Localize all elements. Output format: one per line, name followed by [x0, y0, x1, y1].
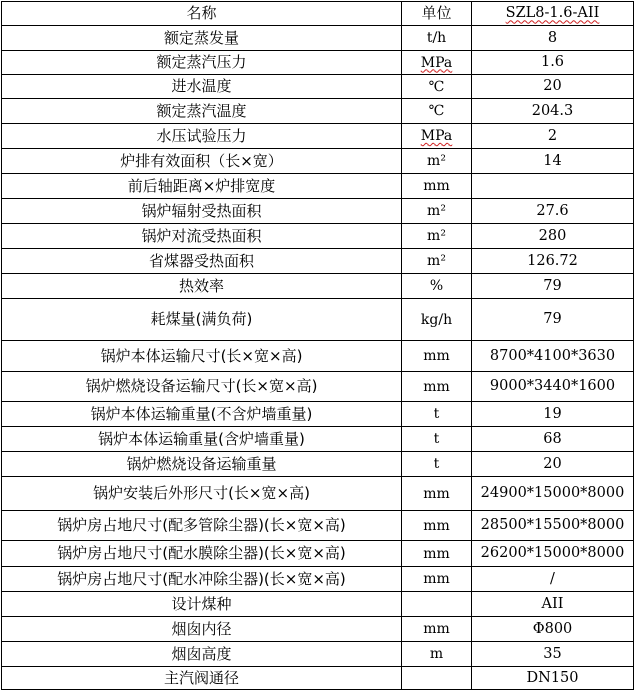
unit-text: MPa: [420, 128, 453, 144]
parameter-value: 204.3: [472, 99, 634, 124]
table-row: [2, 224, 634, 249]
parameter-unit: [402, 667, 472, 690]
parameter-value: 20: [472, 75, 634, 99]
parameter-value: 8: [472, 26, 634, 51]
table-row: [2, 124, 634, 149]
table-row: [2, 75, 634, 99]
parameter-unit: [402, 592, 472, 617]
parameter-unit: [402, 124, 472, 149]
parameter-value: 2: [472, 124, 634, 149]
parameter-value: 79: [472, 299, 634, 341]
table-row: [2, 274, 634, 299]
parameter-unit: m²: [402, 199, 472, 224]
table-row: [2, 174, 634, 199]
parameter-value: 20: [472, 452, 634, 477]
parameter-name: 锅炉燃烧设备运输尺寸(长×宽×高): [2, 372, 402, 402]
parameter-name: 锅炉房占地尺寸(配水膜除尘器)(长×宽×高): [2, 541, 402, 567]
parameter-value: 35: [472, 642, 634, 667]
table-row: [2, 592, 634, 617]
table-row: [2, 299, 634, 341]
parameter-value: 126.72: [472, 249, 634, 274]
table-row: [2, 149, 634, 174]
header-name: 名称: [2, 2, 402, 26]
parameter-unit: t/h: [402, 26, 472, 51]
parameter-unit: %: [402, 274, 472, 299]
parameter-value: 19: [472, 402, 634, 427]
parameter-unit: [402, 51, 472, 75]
parameter-value: Φ800: [472, 617, 634, 642]
table-row: [2, 477, 634, 511]
table-row: [2, 402, 634, 427]
parameter-unit: ℃: [402, 99, 472, 124]
parameter-name: 前后轴距离×炉排宽度: [2, 174, 402, 199]
parameter-name: 锅炉本体运输重量(不含炉墙重量): [2, 402, 402, 427]
table-row: [2, 667, 634, 690]
parameter-name: 耗煤量(满负荷): [2, 299, 402, 341]
header-model: SZL8-1.6-AII: [472, 2, 634, 26]
header-unit: 单位: [402, 2, 472, 26]
parameter-unit: m²: [402, 224, 472, 249]
parameter-unit: ℃: [402, 75, 472, 99]
parameter-unit: mm: [402, 174, 472, 199]
parameter-name: 锅炉安装后外形尺寸(长×宽×高): [2, 477, 402, 511]
parameter-name: 锅炉本体运输尺寸(长×宽×高): [2, 341, 402, 372]
parameter-unit: t: [402, 402, 472, 427]
parameter-unit: m²: [402, 149, 472, 174]
parameter-name: 热效率: [2, 274, 402, 299]
table-row: [2, 99, 634, 124]
unit-text: MPa: [420, 54, 453, 71]
table-row: [2, 642, 634, 667]
table-row: [2, 541, 634, 567]
parameter-name: 锅炉房占地尺寸(配多管除尘器)(长×宽×高): [2, 511, 402, 541]
table-row: [2, 199, 634, 224]
parameter-name: 烟囱内径: [2, 617, 402, 642]
table-row: [2, 249, 634, 274]
table-row: [2, 427, 634, 452]
parameter-name: 额定蒸汽压力: [2, 51, 402, 75]
parameter-unit: kg/h: [402, 299, 472, 341]
parameter-value: 68: [472, 427, 634, 452]
table-row: [2, 341, 634, 372]
boiler-spec-table: [1, 1, 634, 690]
parameter-name: 主汽阀通径: [2, 667, 402, 690]
table-row: [2, 372, 634, 402]
parameter-value: /: [472, 567, 634, 592]
parameter-unit: mm: [402, 477, 472, 511]
parameter-name: 省煤器受热面积: [2, 249, 402, 274]
table-row: [2, 51, 634, 75]
parameter-unit: m: [402, 642, 472, 667]
table-row: [2, 511, 634, 541]
table-row: [2, 567, 634, 592]
table-row: [2, 452, 634, 477]
parameter-value: 8700*4100*3630: [472, 341, 634, 372]
parameter-name: 烟囱高度: [2, 642, 402, 667]
parameter-value: 28500*15500*8000: [472, 511, 634, 541]
parameter-value: 27.6: [472, 199, 634, 224]
parameter-name: 炉排有效面积（长×宽）: [2, 149, 402, 174]
parameter-name: 锅炉本体运输重量(含炉墙重量): [2, 427, 402, 452]
table-header-row: [2, 2, 634, 26]
parameter-unit: mm: [402, 341, 472, 372]
parameter-unit: mm: [402, 541, 472, 567]
parameter-value: 1.6: [472, 51, 634, 75]
parameter-name: 设计煤种: [2, 592, 402, 617]
parameter-name: 水压试验压力: [2, 124, 402, 149]
parameter-name: 额定蒸发量: [2, 26, 402, 51]
parameter-value: [472, 174, 634, 199]
parameter-value: 14: [472, 149, 634, 174]
parameter-unit: mm: [402, 567, 472, 592]
parameter-value: AII: [472, 592, 634, 617]
parameter-value: 79: [472, 274, 634, 299]
parameter-unit: t: [402, 452, 472, 477]
parameter-name: 进水温度: [2, 75, 402, 99]
parameter-value: 26200*15000*8000: [472, 541, 634, 567]
parameter-unit: mm: [402, 617, 472, 642]
table-row: [2, 26, 634, 51]
parameter-unit: mm: [402, 511, 472, 541]
parameter-name: 锅炉房占地尺寸(配水冲除尘器)(长×宽×高): [2, 567, 402, 592]
parameter-name: 锅炉燃烧设备运输重量: [2, 452, 402, 477]
parameter-value: DN150: [472, 667, 634, 690]
parameter-unit: t: [402, 427, 472, 452]
parameter-value: 24900*15000*8000: [472, 477, 634, 511]
parameter-value: 9000*3440*1600: [472, 372, 634, 402]
parameter-unit: m²: [402, 249, 472, 274]
table-row: [2, 617, 634, 642]
parameter-name: 锅炉辐射受热面积: [2, 199, 402, 224]
parameter-value: 280: [472, 224, 634, 249]
parameter-name: 锅炉对流受热面积: [2, 224, 402, 249]
parameter-unit: mm: [402, 372, 472, 402]
parameter-name: 额定蒸汽温度: [2, 99, 402, 124]
